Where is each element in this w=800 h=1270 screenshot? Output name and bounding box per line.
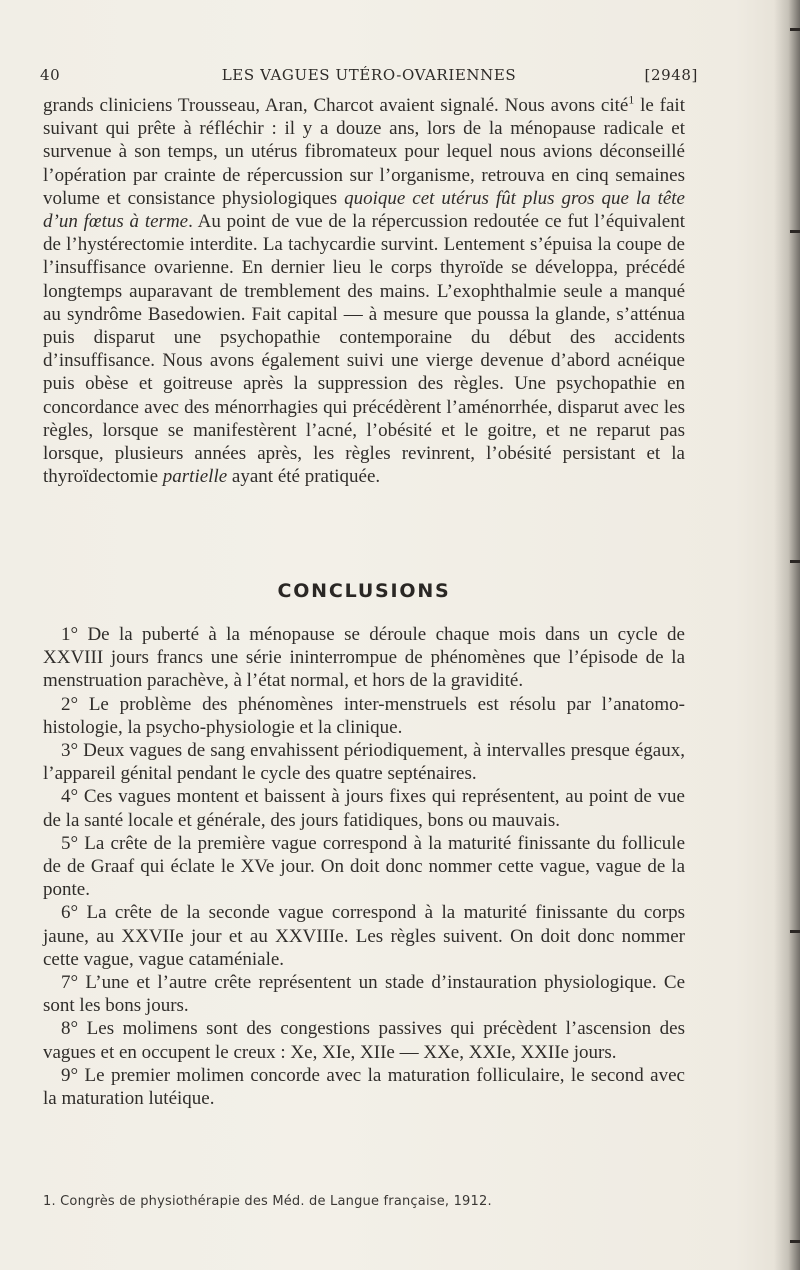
- conclusions-list: [43, 623, 685, 1110]
- running-title: LES VAGUES UTÉRO-OVARIENNES: [221, 66, 517, 84]
- edge-mark: [790, 28, 800, 31]
- italic-word: partielle: [162, 466, 228, 488]
- conclusion-item: 6° La crête de la seconde vague correspond à la maturité finissante du corps jaune, au XXVIIe jour et au XXVIIIe. Les règles suivent. On doit donc nommer cette vague, vague cataméniale.: [43, 902, 685, 970]
- conclusion-item: 8° Les molimens sont des congestions passives qui précèdent l’ascension des vagues et en occupent le creux : Xe, XIe, XIIe — XXe, XXIe, XXIIe jours.: [43, 1018, 685, 1063]
- conclusion-item: 2° Le problème des phénomènes inter-menstruels est résolu par l’anatomo-histologie, la psycho-physiologie et la clinique.: [43, 693, 685, 738]
- footnote-marker: 1: [628, 93, 635, 107]
- running-header: [40, 66, 698, 88]
- page-number: 40: [40, 66, 61, 84]
- page-reference: [2948]: [644, 66, 698, 84]
- italic-phrase: quoique cet utérus fût plus gros que la tête d’un fœtus à terme: [43, 187, 685, 233]
- edge-mark: [790, 930, 800, 933]
- conclusion-item: 1° De la puberté à la ménopause se déroule chaque mois dans un cycle de XXVIII jours francs une série ininterrompue de phénomènes que l’épisode de la menstruation parachève, à l’état normal, et hors de la gravidité.: [43, 624, 685, 692]
- text-run: . Au point de vue de la répercussion redoutée ce fut l’équivalent de l’hystérectomie interdite. La tachycardie survint. Lentement s’épuisa la coupe de l’insuffisance ovarienne. En dernier lieu le corps thyroïde se développa, précédé longtemps auparavant de tremblement des mains. L’exophthalmie seule a manqué au syndrôme Basedowien. Fait capital — à mesure que poussa la glande, s’atténua puis disparut une psychopathie contemporaine du début des accidents d’insuffisance. Nous avons également suivi une vierge devenue d’abord acnéique puis obèse et goitreuse après la suppression des règles. Une psychopathie en concordance avec des ménorrhagies qui précédèrent l’aménorrhée, disparut avec les règles, lorsque se manifestèrent l’acné, l’obésité et le goitre, et ne reparut pas lorsque, plusieurs années après, les règles revinrent, l’obésité persistant et la thyroïdectomie: [43, 211, 685, 488]
- conclusion-item: 4° Ces vagues montent et baissent à jours fixes qui représentent, au point de vue de la santé locale et générale, des jours fatidiques, bons ou mauvais.: [43, 786, 685, 831]
- binding-shadow: [774, 0, 800, 1270]
- conclusion-item: 7° L’une et l’autre crête représentent un stade d’instauration physiologique. Ce sont les bons jours.: [43, 972, 685, 1017]
- paragraph: [43, 94, 685, 488]
- conclusion-item: 5° La crête de la première vague correspond à la maturité finissante du follicule de de Graaf qui éclate le XVe jour. On doit donc nommer cette vague, vague de la ponte.: [43, 832, 685, 901]
- text-run: le fait suivant qui prête à réfléchir : il y a douze ans, lors de la ménopause radicale et survenue à son temps, un utérus fibromateux pour lequel nous avions déconseillé l’opération par crainte de répercussion sur l’organisme, retrouva en cinq semaines volume et consistance physiologiques: [43, 95, 685, 209]
- edge-mark: [790, 560, 800, 563]
- edge-mark: [790, 230, 800, 233]
- conclusion-item: 3° Deux vagues de sang envahissent périodiquement, à intervalles presque égaux, l’appareil génital pendant le cycle des quatre septénaires.: [43, 740, 685, 785]
- footnote: 1. Congrès de physiothérapie des Méd. de Langue française, 1912.: [43, 1194, 492, 1209]
- edge-mark: [790, 1240, 800, 1243]
- section-heading: CONCLUSIONS: [277, 580, 451, 602]
- body-paragraph: [43, 94, 685, 488]
- text-run: grands cliniciens Trousseau, Aran, Charcot avaient signalé. Nous avons cité: [43, 95, 629, 116]
- conclusion-item: 9° Le premier molimen concorde avec la maturation folliculaire, le second avec la maturation lutéique.: [43, 1064, 685, 1110]
- text-run: ayant été pratiquée.: [227, 466, 381, 488]
